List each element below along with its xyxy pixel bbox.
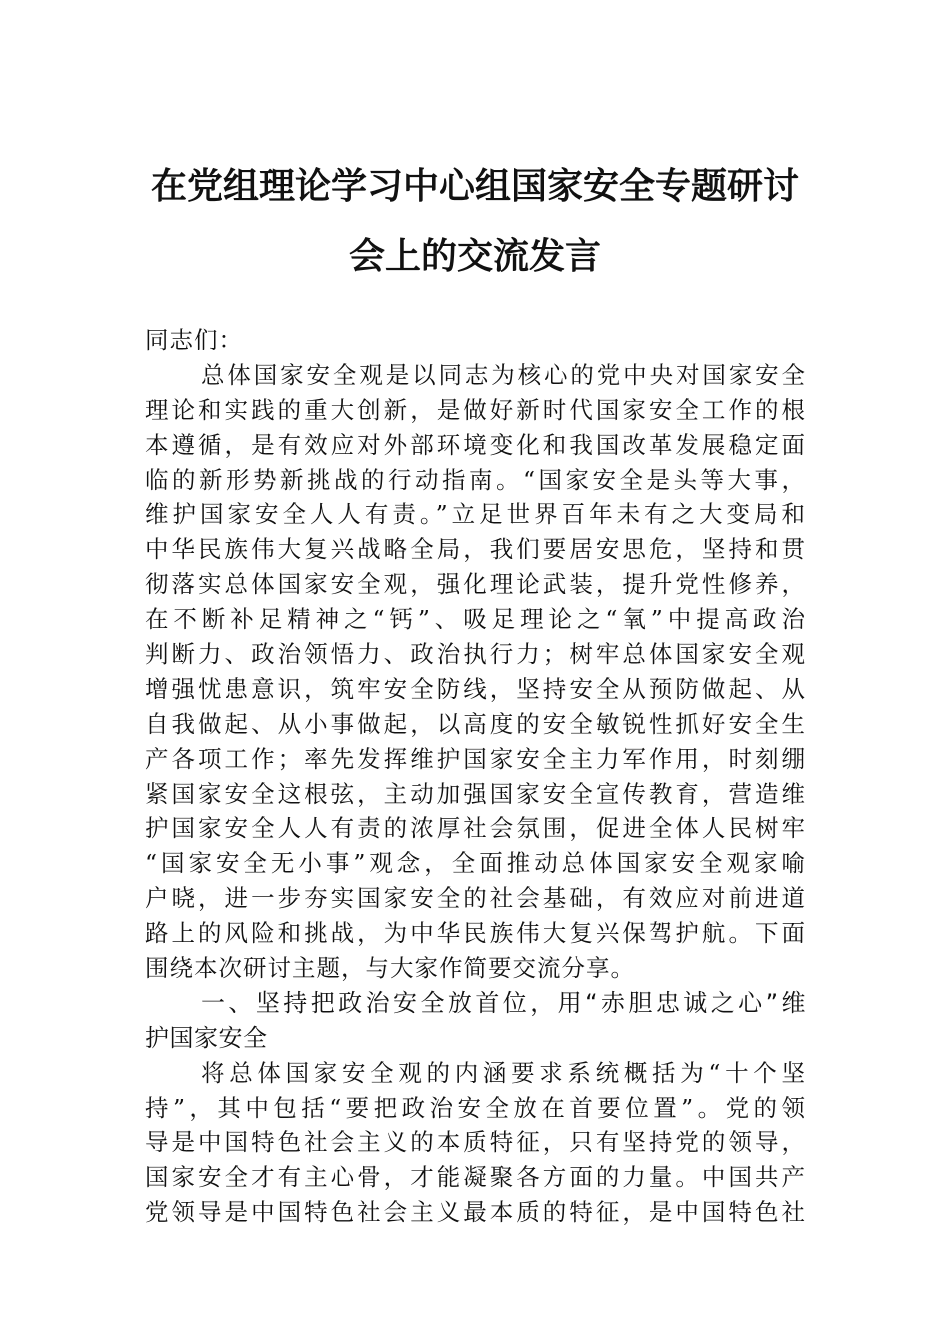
paragraph-line: 国家安全才有主心骨，才能凝聚各方面的力量。中国共产: [145, 1163, 806, 1192]
paragraph-line: 护国家安全人人有责的浓厚社会氛围，促进全体人民树牢: [145, 814, 806, 843]
paragraph-line: 紧国家安全这根弦，主动加强国家安全宣传教育，营造维: [145, 779, 806, 808]
section-heading-1: [145, 986, 806, 1056]
paragraph-line: 导是中国特色社会主义的本质特征，只有坚持党的领导，: [145, 1128, 806, 1157]
document-body: [145, 323, 806, 1230]
paragraph-line: “国家安全无小事”观念，全面推动总体国家安全观家喻: [145, 849, 806, 878]
paragraph-line: 户晓，进一步夯实国家安全的社会基础，有效应对前进道: [145, 884, 806, 913]
paragraph-line: 增强忧患意识，筑牢安全防线，坚持安全从预防做起、从: [145, 674, 806, 703]
paragraph-line: 彻落实总体国家安全观，强化理论武装，提升党性修养，: [145, 570, 806, 599]
paragraph-line: 党领导是中国特色社会主义最本质的特征，是中国特色社: [145, 1198, 806, 1227]
paragraph-line: 理论和实践的重大创新，是做好新时代国家安全工作的根: [145, 395, 806, 424]
paragraph-line: 在不断补足精神之“钙”、吸足理论之“氧”中提高政治: [145, 605, 806, 634]
paragraph-line: 总体国家安全观是以同志为核心的党中央对国家安全: [201, 360, 806, 389]
paragraph-line: 产各项工作；率先发挥维护国家安全主力军作用，时刻绷: [145, 744, 806, 773]
paragraph-line: 临的新形势新挑战的行动指南。“国家安全是头等大事，: [145, 465, 806, 494]
document-title-line-1: 在党组理论学习中心组国家安全专题研讨: [150, 165, 799, 207]
paragraph-line: 围绕本次研讨主题，与大家作简要交流分享。: [145, 954, 635, 983]
section-heading-line: 一、坚持把政治安全放首位，用“赤胆忠诚之心”维: [201, 988, 806, 1017]
paragraph-line: 本遵循，是有效应对外部环境变化和我国改革发展稳定面: [145, 430, 806, 459]
paragraph-intro: [145, 358, 806, 986]
paragraph-section-1: [145, 1056, 806, 1230]
paragraph-line: 中华民族伟大复兴战略全局，我们要居安思危，坚持和贯: [145, 535, 806, 564]
paragraph-line: 将总体国家安全观的内涵要求系统概括为“十个坚: [201, 1058, 806, 1087]
paragraph-line: 持”，其中包括“要把政治安全放在首要位置”。党的领: [145, 1093, 806, 1122]
paragraph-line: 维护国家安全人人有责。”立足世界百年未有之大变局和: [145, 500, 806, 529]
section-heading-line: 护国家安全: [145, 1023, 268, 1052]
paragraph-line: 路上的风险和挑战，为中华民族伟大复兴保驾护航。下面: [145, 919, 806, 948]
paragraph-line: 自我做起、从小事做起，以高度的安全敏锐性抓好安全生: [145, 709, 806, 738]
document-title-line-2: 会上的交流发言: [348, 235, 601, 277]
paragraph-line: 判断力、政治领悟力、政治执行力；树牢总体国家安全观: [145, 640, 806, 669]
salutation: 同志们：: [145, 326, 243, 354]
